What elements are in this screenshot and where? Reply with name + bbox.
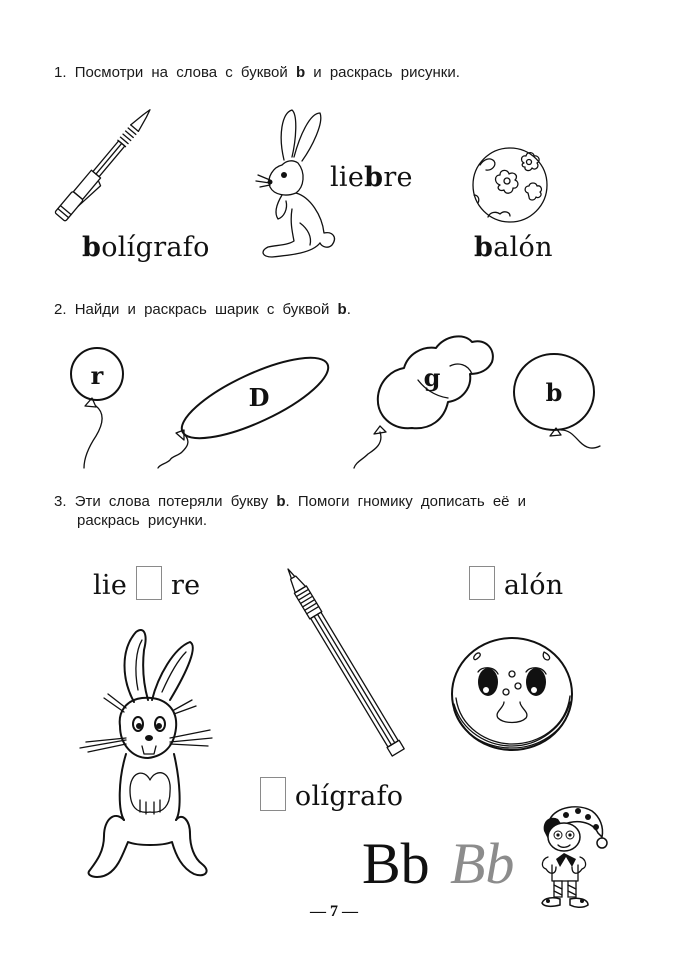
task-number: 1.: [54, 64, 67, 81]
word-alon: alón: [469, 566, 563, 601]
task-3-instruction-line2: раскрась рисунки.: [77, 512, 208, 529]
word-boligrafo: bolígrafo: [82, 232, 210, 263]
word-oligrafo: olígrafo: [260, 777, 403, 812]
word-liebre: liebre: [330, 162, 413, 193]
balloon-r[interactable]: [71, 348, 123, 468]
task-2-instruction: 2. Найди и раскрась шарик с буквой b.: [54, 301, 351, 318]
word-lie-re: lie re: [93, 566, 200, 601]
letter-input-box[interactable]: [136, 566, 162, 600]
hare-icon: [78, 620, 213, 882]
task-text: Эти слова потеряли букву: [74, 493, 269, 510]
word-balon: balón: [474, 232, 553, 263]
task-number: 3.: [54, 493, 67, 510]
task-text: Посмотри на слова с буквой: [74, 64, 288, 81]
page-number: — 7 —: [310, 903, 358, 920]
task-text: Найди и раскрась шарик с буквой: [74, 301, 330, 318]
ball-icon: [470, 145, 552, 227]
pen-icon: [52, 102, 162, 227]
ball-face-icon: [448, 628, 578, 758]
gnome-icon: [536, 805, 616, 915]
task-3-instruction-line1: 3. Эти слова потеряли букву b. Помоги гномику дописать её и: [54, 493, 527, 510]
balloon-d[interactable]: [158, 342, 338, 468]
letter-input-box[interactable]: [469, 566, 495, 600]
balloons-group: [40, 318, 640, 478]
svg-text:g: g: [423, 363, 441, 392]
letter-input-box[interactable]: [260, 777, 286, 811]
balloon-g[interactable]: [354, 336, 493, 468]
balloon-b[interactable]: [514, 354, 600, 448]
highlight-letter: b: [276, 493, 286, 510]
svg-text:D: D: [248, 383, 270, 412]
highlight-letter: b: [295, 64, 306, 81]
svg-text:b: b: [545, 378, 563, 407]
letter-bb-italic: Bb: [450, 831, 515, 896]
task-1-instruction: [54, 64, 460, 81]
highlight-letter: b: [337, 301, 347, 318]
task-text: и раскрась рисунки.: [313, 64, 460, 81]
letter-bb-upright: Bb: [362, 831, 430, 896]
task-number: 2.: [54, 301, 67, 318]
pen-icon: [282, 565, 392, 760]
svg-text:r: r: [90, 361, 104, 390]
